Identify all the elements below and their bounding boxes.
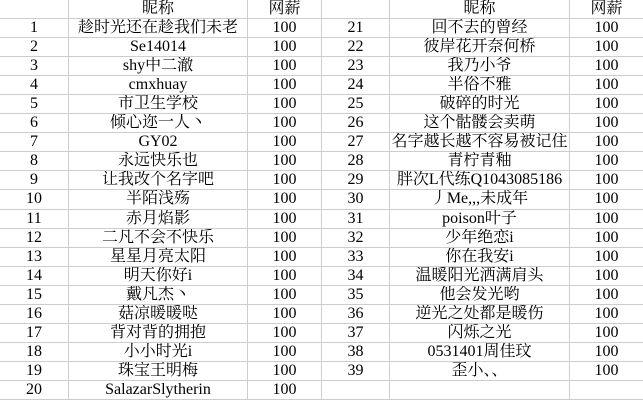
salary-cell[interactable]: 100: [570, 171, 643, 190]
nickname-cell[interactable]: 赤月焰影: [69, 210, 248, 229]
nickname-cell[interactable]: 闪烁之光: [390, 324, 570, 343]
row-index-cell[interactable]: 36: [322, 305, 390, 324]
salary-cell[interactable]: 100: [570, 305, 643, 324]
salary-cell[interactable]: [570, 381, 643, 400]
header-cell-index[interactable]: [322, 0, 390, 19]
row-index-cell[interactable]: 15: [0, 286, 69, 305]
row-index-cell[interactable]: 31: [322, 210, 390, 229]
nickname-cell[interactable]: 歪小、、: [390, 362, 570, 381]
salary-cell[interactable]: 100: [570, 229, 643, 248]
nickname-cell[interactable]: 0531401周佳玟: [390, 343, 570, 362]
salary-cell[interactable]: 100: [248, 324, 322, 343]
salary-cell[interactable]: 100: [570, 152, 643, 171]
row-index-cell[interactable]: 8: [0, 152, 69, 171]
row-index-cell[interactable]: [322, 381, 390, 400]
row-index-cell[interactable]: 7: [0, 133, 69, 152]
salary-cell[interactable]: 100: [248, 286, 322, 305]
nickname-cell[interactable]: 倾心迩一人丶: [69, 114, 248, 133]
nickname-cell[interactable]: 趁时光还在趁我们未老: [69, 19, 248, 38]
salary-cell[interactable]: 100: [248, 114, 322, 133]
nickname-cell[interactable]: 明天你好i: [69, 267, 248, 286]
nickname-cell[interactable]: poison叶子: [390, 210, 570, 229]
salary-cell[interactable]: 100: [570, 76, 643, 95]
nickname-cell[interactable]: 你在我安i: [390, 248, 570, 267]
nickname-cell[interactable]: 破碎的时光: [390, 95, 570, 114]
nickname-cell[interactable]: 少年绝恋i: [390, 229, 570, 248]
salary-cell[interactable]: 100: [570, 19, 643, 38]
salary-cell[interactable]: 100: [248, 305, 322, 324]
row-index-cell[interactable]: 32: [322, 229, 390, 248]
header-cell-salary[interactable]: 网薪: [570, 0, 643, 19]
row-index-cell[interactable]: 21: [322, 19, 390, 38]
row-index-cell[interactable]: 35: [322, 286, 390, 305]
salary-cell[interactable]: 100: [570, 57, 643, 76]
nickname-cell[interactable]: SalazarSlytherin: [69, 381, 248, 400]
header-cell-index[interactable]: [0, 0, 69, 19]
row-index-cell[interactable]: 17: [0, 324, 69, 343]
nickname-cell[interactable]: 青柠青釉: [390, 152, 570, 171]
row-index-cell[interactable]: 5: [0, 95, 69, 114]
salary-cell[interactable]: 100: [570, 267, 643, 286]
nickname-cell[interactable]: 胖次L代练Q1043085186: [390, 171, 570, 190]
row-index-cell[interactable]: 24: [322, 76, 390, 95]
nickname-cell[interactable]: 丿Me,,,未成年: [390, 190, 570, 209]
salary-cell[interactable]: 100: [248, 57, 322, 76]
salary-cell[interactable]: 100: [248, 267, 322, 286]
nickname-cell[interactable]: 二凡不会不快乐: [69, 229, 248, 248]
salary-cell[interactable]: 100: [248, 190, 322, 209]
salary-cell[interactable]: 100: [248, 152, 322, 171]
nickname-cell[interactable]: Se14014: [69, 38, 248, 57]
salary-cell[interactable]: 100: [570, 324, 643, 343]
header-cell-nickname[interactable]: 昵称: [69, 0, 248, 19]
nickname-cell[interactable]: 小小时光i: [69, 343, 248, 362]
salary-cell[interactable]: 100: [570, 190, 643, 209]
row-index-cell[interactable]: 37: [322, 324, 390, 343]
nickname-cell[interactable]: 他会发光哟: [390, 286, 570, 305]
salary-cell[interactable]: 100: [570, 362, 643, 381]
nickname-cell[interactable]: 永远快乐也: [69, 152, 248, 171]
row-index-cell[interactable]: 2: [0, 38, 69, 57]
salary-cell[interactable]: 100: [570, 343, 643, 362]
nickname-cell[interactable]: 星星月亮太阳: [69, 248, 248, 267]
salary-cell[interactable]: 100: [570, 95, 643, 114]
row-index-cell[interactable]: 10: [0, 190, 69, 209]
salary-cell[interactable]: 100: [248, 343, 322, 362]
salary-cell[interactable]: 100: [248, 95, 322, 114]
row-index-cell[interactable]: 4: [0, 76, 69, 95]
row-index-cell[interactable]: 16: [0, 305, 69, 324]
row-index-cell[interactable]: 19: [0, 362, 69, 381]
nickname-cell[interactable]: 回不去的曾经: [390, 19, 570, 38]
salary-cell[interactable]: 100: [248, 381, 322, 400]
header-cell-nickname[interactable]: 昵称: [390, 0, 570, 19]
nickname-cell[interactable]: 彼岸花开奈何桥: [390, 38, 570, 57]
row-index-cell[interactable]: 30: [322, 190, 390, 209]
nickname-cell[interactable]: 市卫生学校: [69, 95, 248, 114]
nickname-cell[interactable]: 名字越长越不容易被记住: [390, 133, 570, 152]
nickname-cell[interactable]: [390, 381, 570, 400]
row-index-cell[interactable]: 18: [0, 343, 69, 362]
row-index-cell[interactable]: 9: [0, 171, 69, 190]
row-index-cell[interactable]: 20: [0, 381, 69, 400]
salary-cell[interactable]: 100: [248, 171, 322, 190]
salary-cell[interactable]: 100: [248, 248, 322, 267]
row-index-cell[interactable]: 25: [322, 95, 390, 114]
salary-cell[interactable]: 100: [570, 248, 643, 267]
salary-cell[interactable]: 100: [248, 19, 322, 38]
header-cell-salary[interactable]: 网薪: [248, 0, 322, 19]
row-index-cell[interactable]: 33: [322, 248, 390, 267]
nickname-cell[interactable]: GY02: [69, 133, 248, 152]
row-index-cell[interactable]: 34: [322, 267, 390, 286]
row-index-cell[interactable]: 23: [322, 57, 390, 76]
salary-cell[interactable]: 100: [248, 362, 322, 381]
row-index-cell[interactable]: 26: [322, 114, 390, 133]
nickname-cell[interactable]: 菇凉暖暖哒: [69, 305, 248, 324]
row-index-cell[interactable]: 22: [322, 38, 390, 57]
nickname-cell[interactable]: 戴凡杰丶: [69, 286, 248, 305]
row-index-cell[interactable]: 6: [0, 114, 69, 133]
row-index-cell[interactable]: 27: [322, 133, 390, 152]
salary-cell[interactable]: 100: [248, 229, 322, 248]
row-index-cell[interactable]: 1: [0, 19, 69, 38]
nickname-cell[interactable]: 半陌浅殇: [69, 190, 248, 209]
nickname-cell[interactable]: 珠宝王明梅: [69, 362, 248, 381]
salary-cell[interactable]: 100: [248, 38, 322, 57]
salary-cell[interactable]: 100: [570, 133, 643, 152]
nickname-cell[interactable]: 背对背的拥抱: [69, 324, 248, 343]
salary-cell[interactable]: 100: [570, 38, 643, 57]
row-index-cell[interactable]: 13: [0, 248, 69, 267]
nickname-cell[interactable]: 我乃小爷: [390, 57, 570, 76]
row-index-cell[interactable]: 39: [322, 362, 390, 381]
row-index-cell[interactable]: 29: [322, 171, 390, 190]
salary-cell[interactable]: 100: [248, 210, 322, 229]
nickname-cell[interactable]: cmxhuay: [69, 76, 248, 95]
salary-cell[interactable]: 100: [570, 286, 643, 305]
salary-cell[interactable]: 100: [248, 133, 322, 152]
nickname-cell[interactable]: 半俗不雅: [390, 76, 570, 95]
row-index-cell[interactable]: 38: [322, 343, 390, 362]
row-index-cell[interactable]: 14: [0, 267, 69, 286]
row-index-cell[interactable]: 3: [0, 57, 69, 76]
row-index-cell[interactable]: 11: [0, 210, 69, 229]
row-index-cell[interactable]: 28: [322, 152, 390, 171]
nickname-cell[interactable]: 让我改个名字吧: [69, 171, 248, 190]
salary-cell[interactable]: 100: [570, 114, 643, 133]
salary-cell[interactable]: 100: [570, 210, 643, 229]
nickname-cell[interactable]: shy中二澈: [69, 57, 248, 76]
salary-cell[interactable]: 100: [248, 76, 322, 95]
nickname-cell[interactable]: 这个骷髅会卖萌: [390, 114, 570, 133]
row-index-cell[interactable]: 12: [0, 229, 69, 248]
nickname-cell[interactable]: 逆光之处都是暖伤: [390, 305, 570, 324]
nickname-cell[interactable]: 温暖阳光洒满肩头: [390, 267, 570, 286]
